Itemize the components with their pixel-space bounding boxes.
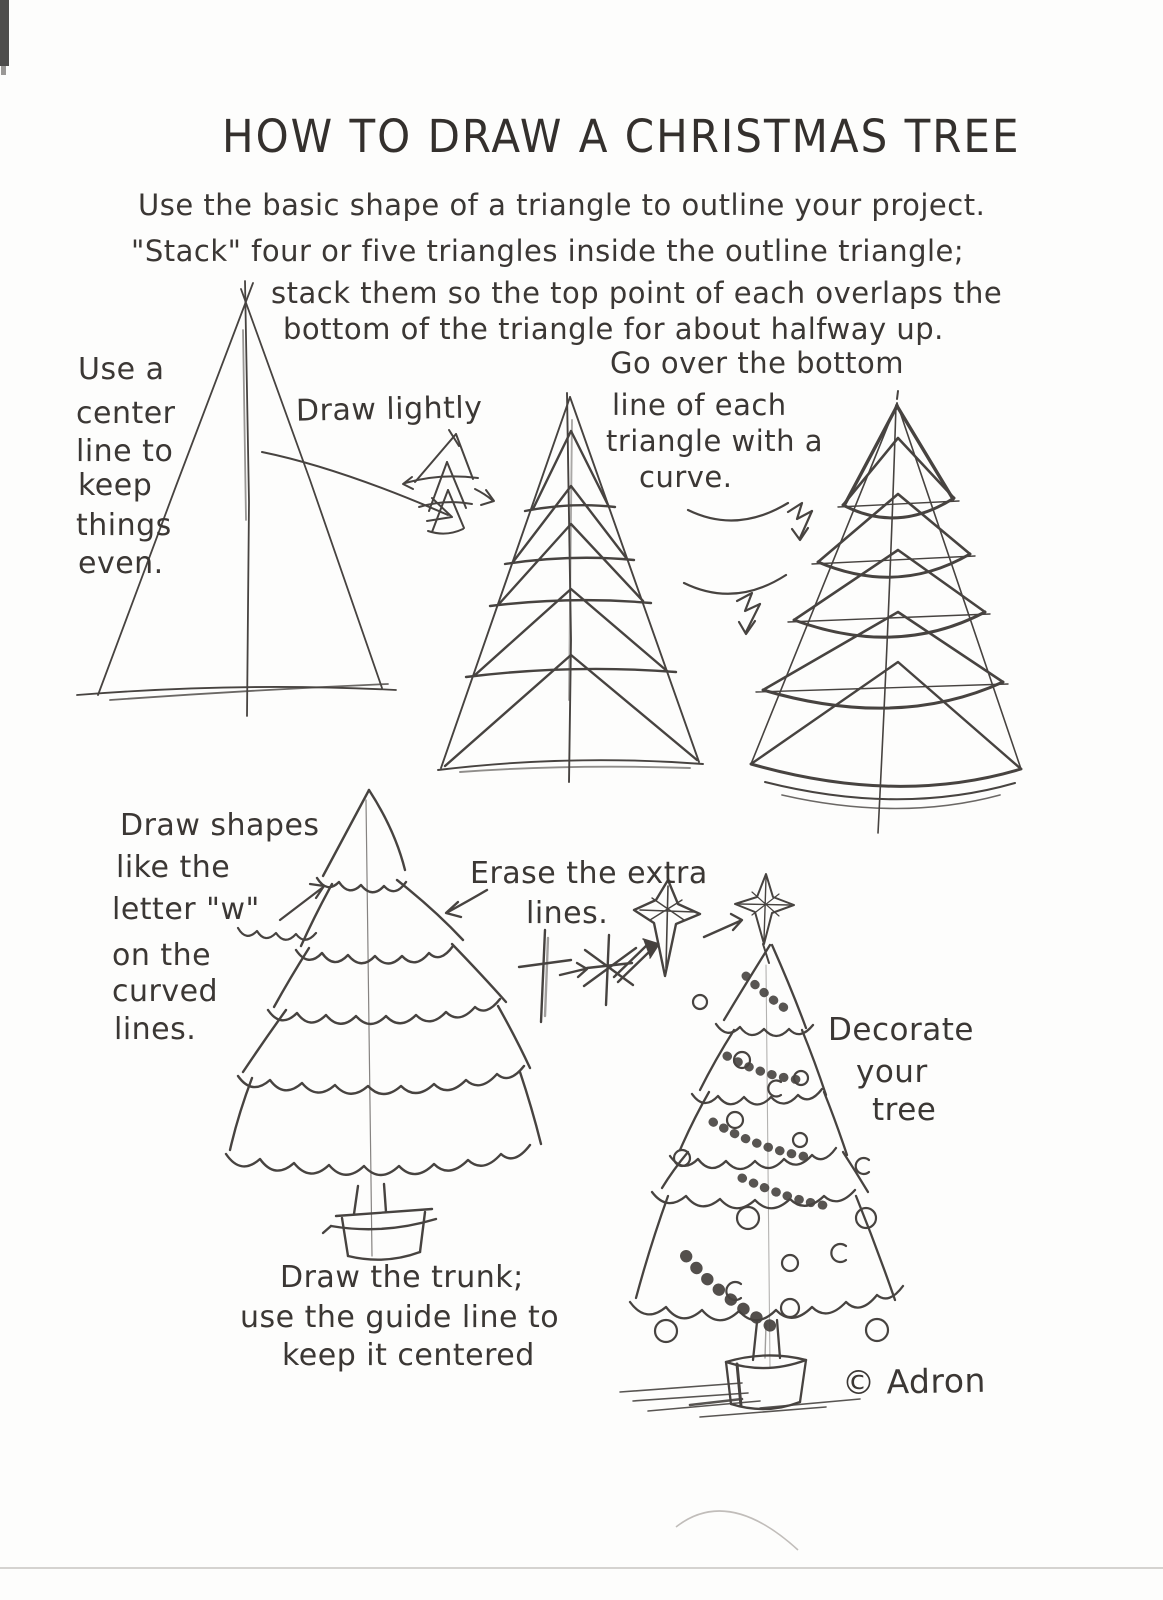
curve-demo-sketch (684, 503, 812, 634)
intro-line: stack them so the top point of each overlaps the (271, 276, 1003, 310)
credit-signature: © Adron (841, 1360, 987, 1403)
note-decorate: tree (872, 1092, 937, 1128)
note-draw-shapes: Draw shapes (120, 808, 320, 843)
note-draw-lightly: Draw lightly (295, 390, 483, 429)
note-go-over: Go over the bottom (610, 346, 905, 380)
note-go-over: line of each (612, 388, 787, 422)
note-draw-shapes: letter "w" (112, 892, 260, 927)
note-trunk: keep it centered (282, 1338, 535, 1373)
page-title: HOW TO DRAW A CHRISTMAS TREE (222, 110, 1021, 163)
note-center-line: Use a (78, 352, 165, 387)
note-draw-shapes: on the (112, 938, 212, 973)
note-trunk: use the guide line to (240, 1300, 560, 1335)
note-erase: Erase the extra (470, 856, 708, 891)
note-decorate: Decorate (828, 1012, 974, 1048)
star-sketch-icon (634, 880, 700, 976)
note-center-line: things (76, 508, 172, 543)
note-trunk: Draw the trunk; (280, 1260, 524, 1295)
star-topper-icon (735, 874, 794, 963)
center-line-arrow (262, 452, 452, 521)
intro-line: Use the basic shape of a triangle to outline your project. (138, 188, 986, 222)
tree-step5-sketch (620, 874, 903, 1417)
note-center-line: even. (78, 546, 164, 581)
intro-line: bottom of the triangle for about halfway up. (283, 312, 944, 346)
note-center-line: line to (76, 434, 174, 469)
note-decorate: your (856, 1054, 928, 1090)
note-center-line: keep (78, 468, 153, 503)
intro-line: "Stack" four or five triangles inside the outline triangle; (131, 234, 965, 268)
note-center-line: center (76, 396, 176, 431)
note-go-over: curve. (639, 460, 733, 494)
note-draw-shapes: lines. (114, 1012, 197, 1047)
note-erase: lines. (526, 896, 609, 931)
note-go-over: triangle with a (606, 424, 824, 458)
garland-beads (686, 976, 828, 1330)
note-draw-shapes: curved (112, 974, 219, 1009)
note-draw-shapes: like the (116, 850, 231, 885)
